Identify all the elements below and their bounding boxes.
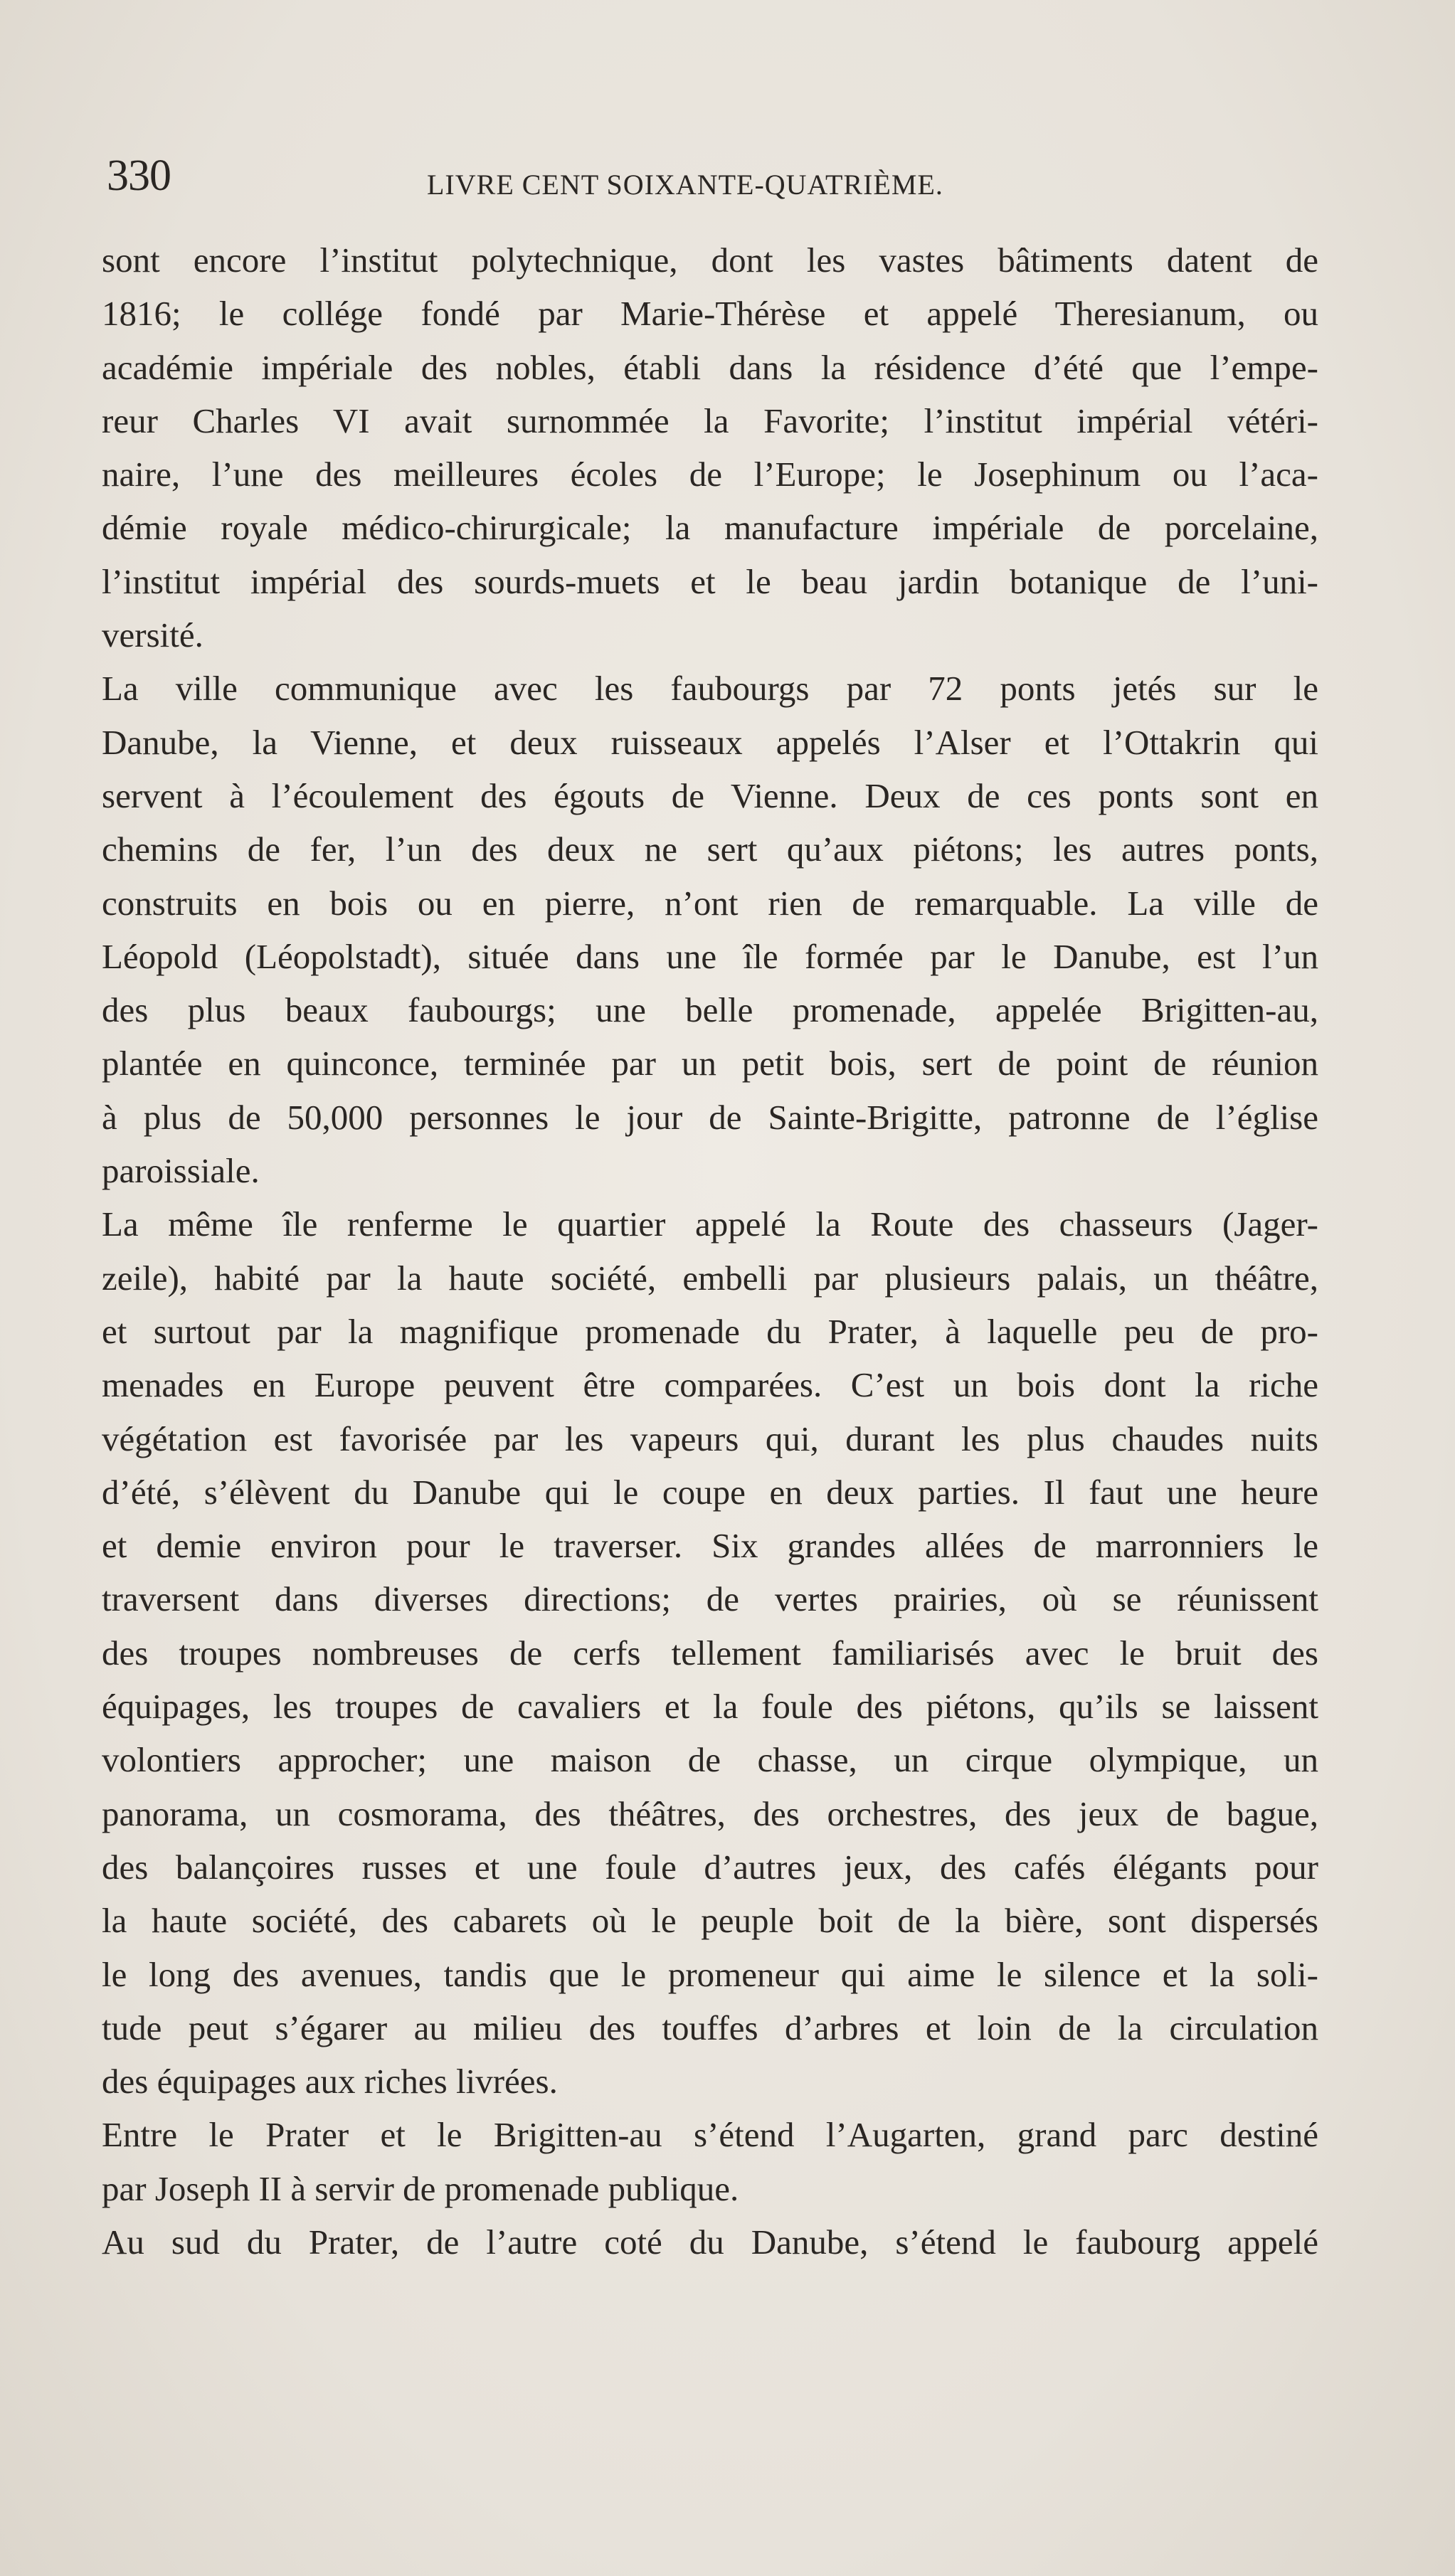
text-line: chemins de fer, l’un des deux ne sert qu’aux piétons; les autres ponts, xyxy=(102,829,1318,869)
text-line: et surtout par la magnifique promenade du Prater, à laquelle peu de pro- xyxy=(102,1311,1318,1351)
text-line: paroissiale. xyxy=(102,1151,260,1191)
text-line: à plus de 50,000 personnes le jour de Sainte-Brigitte, patronne de l’église xyxy=(102,1097,1318,1137)
text-line: menades en Europe peuvent être comparées. C’est un bois dont la riche xyxy=(102,1365,1318,1405)
text-line: volontiers approcher; une maison de chasse, un cirque olympique, un xyxy=(102,1740,1318,1780)
text-line: servent à l’écoulement des égouts de Vienne. Deux de ces ponts sont en xyxy=(102,775,1318,815)
text-line: panorama, un cosmorama, des théâtres, des orchestres, des jeux de bague, xyxy=(102,1793,1318,1833)
page-number: 330 xyxy=(107,152,171,200)
text-line: l’institut impérial des sourds-muets et le beau jardin botanique de l’uni- xyxy=(102,561,1318,601)
text-line: végétation est favorisée par les vapeurs qui, durant les plus chaudes nuits xyxy=(102,1419,1318,1458)
text-line: la haute société, des cabarets où le peuple boit de la bière, sont dispersés xyxy=(102,1901,1318,1941)
text-line: Au sud du Prater, de l’autre coté du Danube, s’étend le faubourg appelé xyxy=(102,2222,1318,2262)
text-line: zeile), habité par la haute société, embelli par plusieurs palais, un théâtre, xyxy=(102,1258,1318,1298)
text-line: d’été, s’élèvent du Danube qui le coupe en deux parties. Il faut une heure xyxy=(102,1472,1318,1512)
text-line: traversent dans diverses directions; de vertes prairies, où se réunissent xyxy=(102,1579,1318,1619)
text-line: construits en bois ou en pierre, n’ont rien de remarquable. La ville de xyxy=(102,883,1318,923)
text-line: et demie environ pour le traverser. Six grandes allées de marronniers le xyxy=(102,1526,1318,1566)
text-line: des troupes nombreuses de cerfs tellement familiarisés avec le bruit des xyxy=(102,1633,1318,1673)
text-line: des équipages aux riches livrées. xyxy=(102,2062,558,2101)
running-title: LIVRE CENT SOIXANTE-QUATRIÈME. xyxy=(427,169,943,201)
text-line: versité. xyxy=(102,615,203,655)
text-line: le long des avenues, tandis que le promeneur qui aime le silence et la soli- xyxy=(102,1954,1318,1994)
text-line: démie royale médico-chirurgicale; la manufacture impériale de porcelaine, xyxy=(102,508,1318,548)
text-line: Léopold (Léopolstadt), située dans une île formée par le Danube, est l’un xyxy=(102,936,1318,976)
text-line: Danube, la Vienne, et deux ruisseaux appelés l’Alser et l’Ottakrin qui xyxy=(102,722,1318,762)
body-text xyxy=(102,233,1318,2269)
text-line: sont encore l’institut polytechnique, dont les vastes bâtiments datent de xyxy=(102,240,1318,280)
text-line: reur Charles VI avait surnommée la Favorite; l’institut impérial vétéri- xyxy=(102,401,1318,440)
text-line: équipages, les troupes de cavaliers et la foule des piétons, qu’ils se laissent xyxy=(102,1687,1318,1727)
text-line: Entre le Prater et le Brigitten-au s’étend l’Augarten, grand parc destiné xyxy=(102,2115,1318,2155)
text-line: naire, l’une des meilleures écoles de l’Europe; le Josephinum ou l’aca- xyxy=(102,455,1318,494)
page-header xyxy=(107,151,1330,208)
text-line: académie impériale des nobles, établi dans la résidence d’été que l’empe- xyxy=(102,347,1318,387)
text-line: La ville communique avec les faubourgs par 72 ponts jetés sur le xyxy=(102,669,1318,709)
text-line: des plus beaux faubourgs; une belle promenade, appelée Brigitten-au, xyxy=(102,990,1318,1030)
text-line: des balançoires russes et une foule d’autres jeux, des cafés élégants pour xyxy=(102,1847,1318,1887)
text-line: tude peut s’égarer au milieu des touffes d’arbres et loin de la circulation xyxy=(102,2008,1318,2047)
text-line: par Joseph II à servir de promenade publique. xyxy=(102,2168,739,2208)
text-line: plantée en quinconce, terminée par un petit bois, sert de point de réunion xyxy=(102,1044,1318,1083)
text-line: 1816; le collége fondé par Marie-Thérèse et appelé Theresianum, ou xyxy=(102,294,1318,334)
text-line: La même île renferme le quartier appelé la Route des chasseurs (Jager- xyxy=(102,1204,1318,1244)
